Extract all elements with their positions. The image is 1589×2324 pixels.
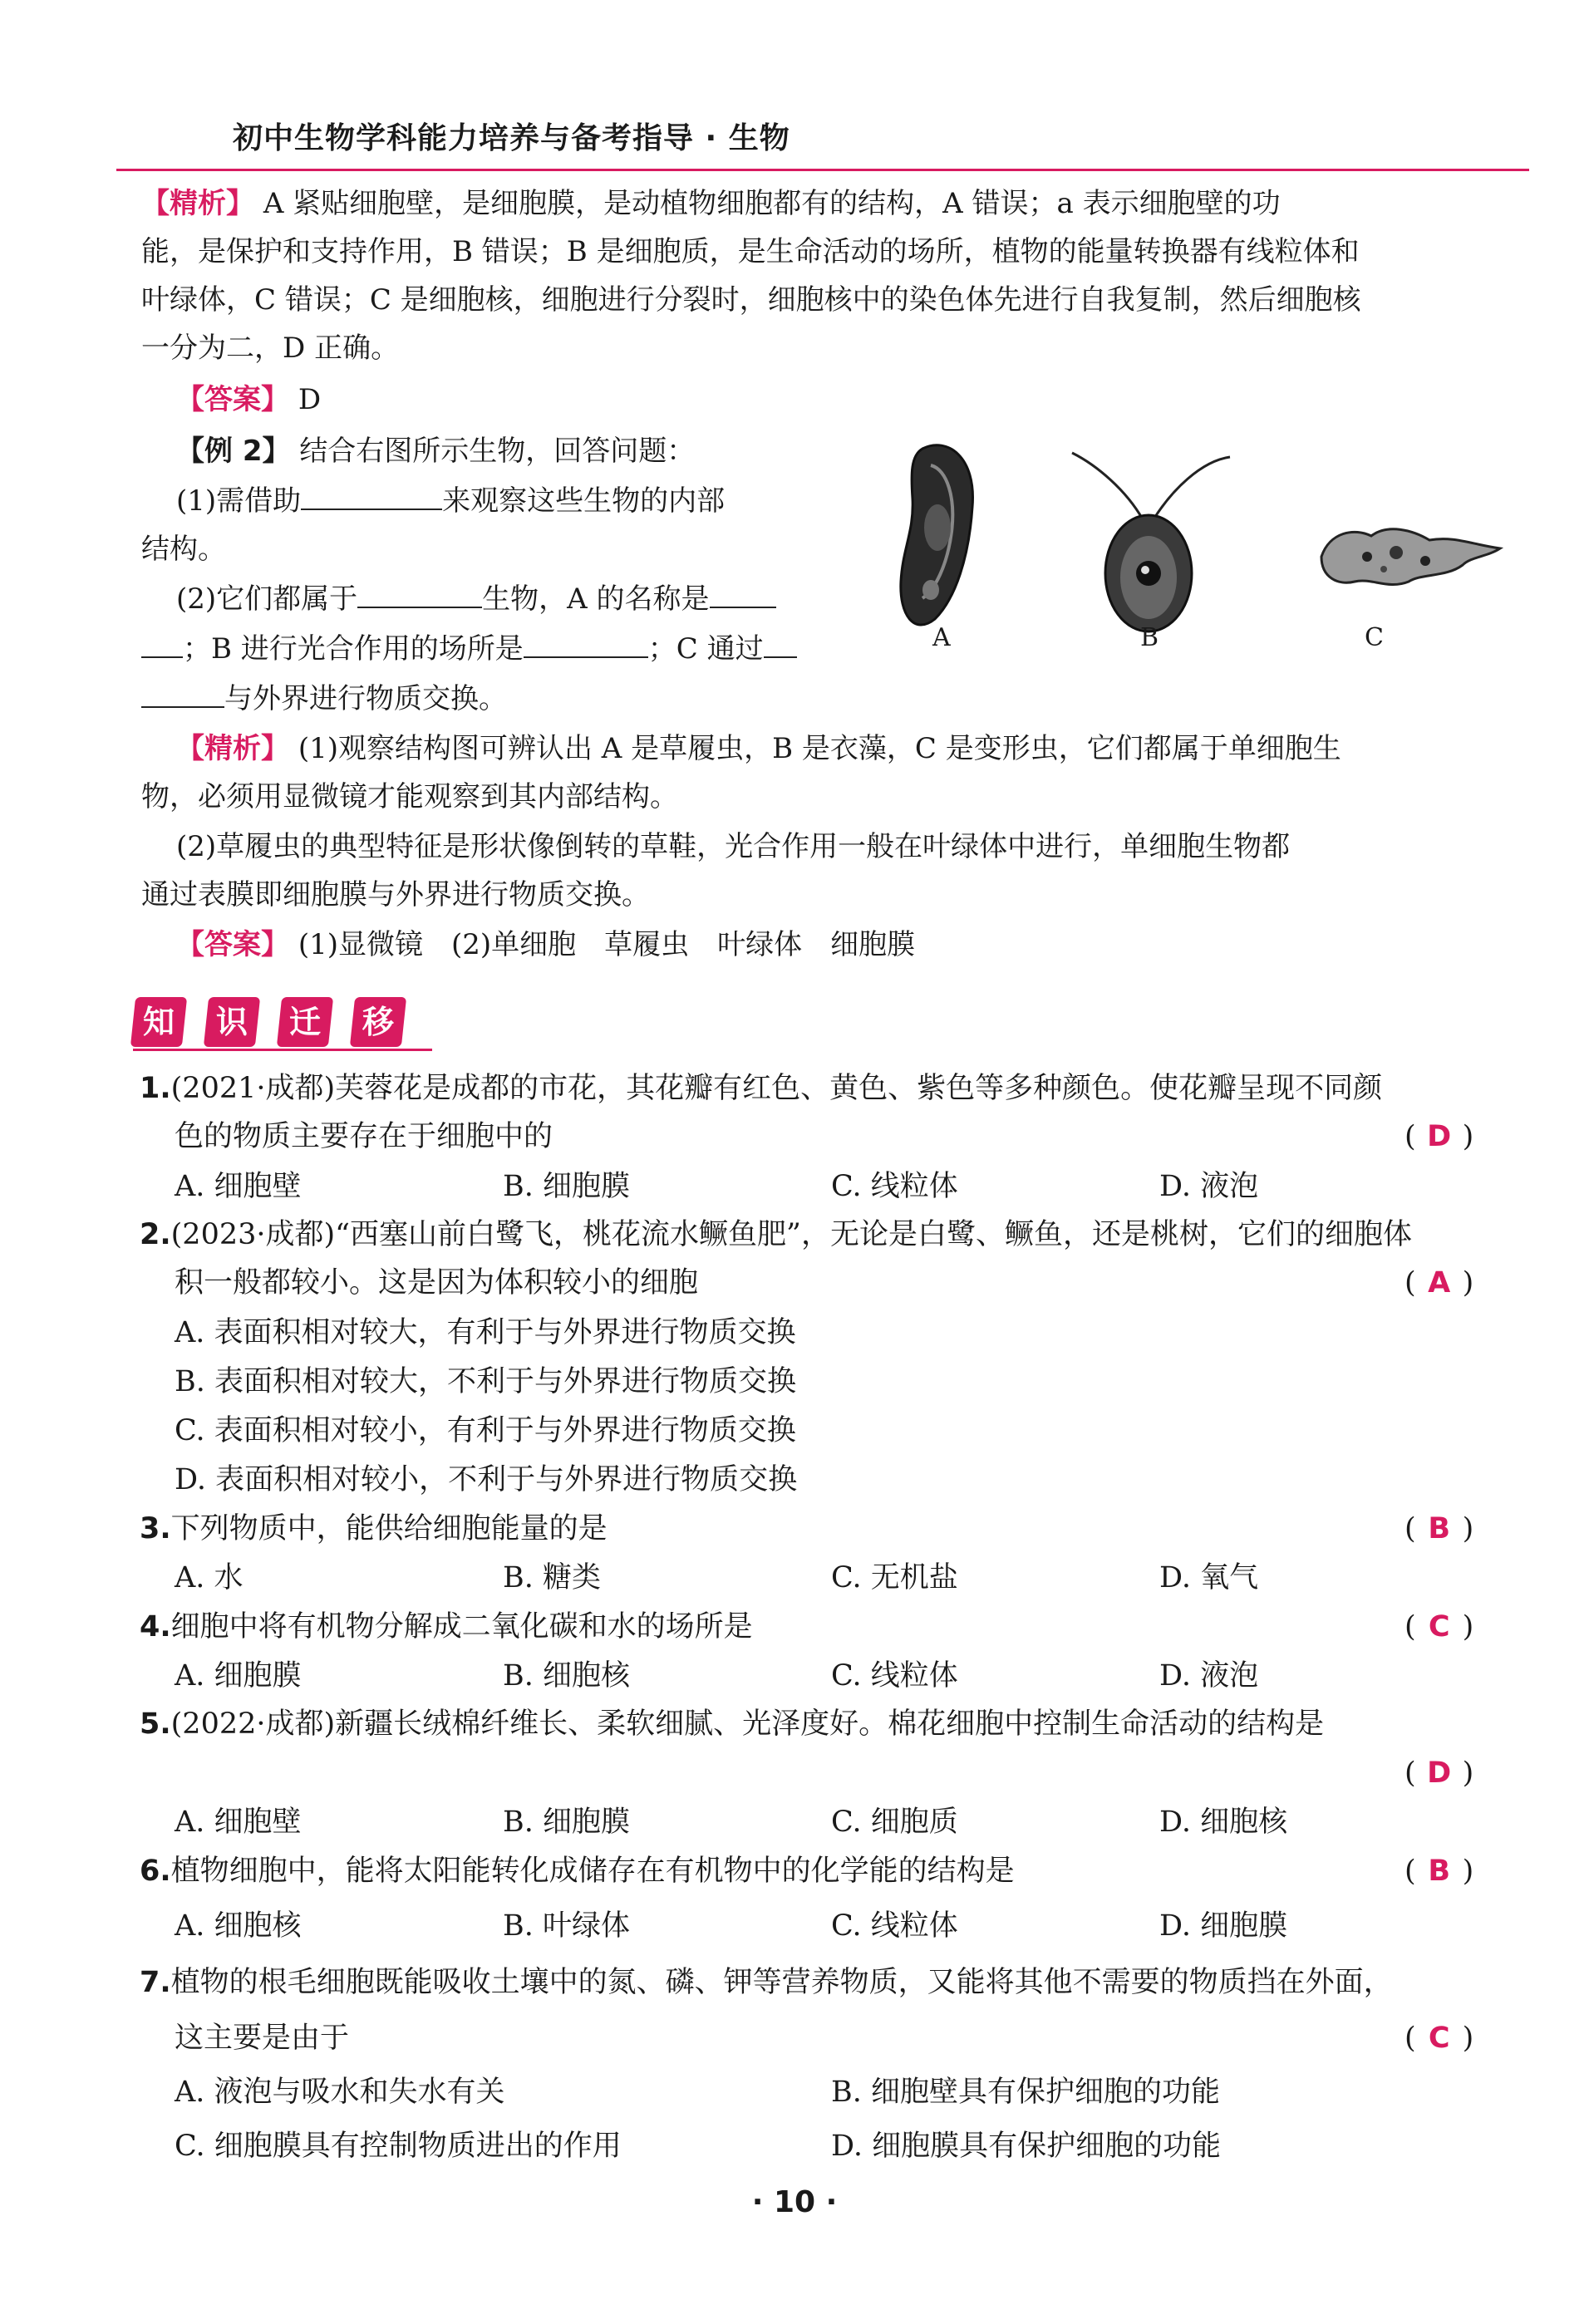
ex2-q2-text-c: ；B 进行光合作用的场所是 <box>183 632 524 666</box>
organisms-figure <box>889 432 1521 665</box>
answer-blank[interactable] <box>710 580 776 608</box>
ex1-answer-tag: 【答案】 <box>176 383 289 416</box>
ex2-analysis-text: (1)观察结构图可辨认出 A 是草履虫，B 是衣藻，C 是变形虫，它们都属于单细胞生 <box>298 732 1341 765</box>
option-d[interactable]: D. 细胞核 <box>1159 1806 1288 1839</box>
option-c[interactable]: C. 细胞质 <box>831 1806 958 1839</box>
option-b[interactable]: B. 糖类 <box>503 1561 601 1594</box>
question-3-answer: ( B ) <box>1405 1510 1473 1548</box>
running-header: 初中生物学科能力培养与备考指导 · 生物 <box>233 121 790 155</box>
ex2-q2-line <box>176 580 776 618</box>
paramecium-image <box>901 445 973 625</box>
option-d[interactable]: D. 表面积相对较小，不利于与外界进行物质交换 <box>175 1463 798 1496</box>
question-text: 下列物质中，能供给细胞能量的是 <box>170 1512 608 1545</box>
question-text: (2023·成都)“西塞山前白鹭飞，桃花流水鳜鱼肥”，无论是白鹭、鳜鱼，还是桃树，它们的细胞体 <box>170 1218 1412 1251</box>
option-c[interactable]: C. 无机盐 <box>831 1561 958 1594</box>
question-5-answer: ( D ) <box>1405 1754 1473 1792</box>
option-a[interactable]: A. 细胞核 <box>175 1909 302 1943</box>
ex1-analysis-line-3: 叶绿体，C 错误；C 是细胞核，细胞进行分裂时，细胞核中的染色体先进行自我复制，然后细胞核 <box>141 283 1361 317</box>
option-d[interactable]: D. 氧气 <box>1159 1561 1259 1594</box>
ex2-q2-text-e: 与外界进行物质交换。 <box>224 682 507 715</box>
question-number: 5. <box>140 1707 171 1741</box>
ex2-prompt-line <box>176 432 695 470</box>
answer-blank[interactable] <box>357 580 482 608</box>
answer-letter: A <box>1428 1266 1451 1300</box>
question-2-stem-2: 积一般都较小。这是因为体积较小的细胞 <box>175 1266 699 1300</box>
ex2-title: 【例 2】 <box>176 435 291 468</box>
banner-char-3: 迁 <box>288 1004 321 1040</box>
answer-letter: B <box>1428 1512 1450 1545</box>
answer-blank[interactable] <box>524 630 648 658</box>
ex2-analysis-line-1 <box>176 730 1341 768</box>
ex2-analysis-tag: 【精析】 <box>176 732 289 765</box>
ex2-q2-line-2 <box>141 630 797 668</box>
option-a[interactable]: A. 细胞膜 <box>175 1659 302 1693</box>
answer-blank[interactable] <box>141 680 224 708</box>
question-text: 细胞中将有机物分解成二氧化碳和水的场所是 <box>170 1610 753 1644</box>
question-number: 4. <box>140 1610 171 1644</box>
organisms-illustration <box>889 432 1521 665</box>
question-2-stem <box>140 1216 1412 1254</box>
banner-char-4: 移 <box>362 1004 394 1040</box>
answer-letter: C <box>1428 1610 1450 1644</box>
option-d[interactable]: D. 细胞膜 <box>1159 1909 1288 1943</box>
ex2-q1-line-2: 结构。 <box>141 533 226 566</box>
question-7-stem <box>140 1963 1393 2002</box>
question-1-answer: ( D ) <box>1405 1118 1473 1156</box>
option-b[interactable]: B. 细胞膜 <box>503 1170 630 1203</box>
option-b[interactable]: B. 细胞膜 <box>503 1806 630 1839</box>
question-number: 6. <box>140 1855 171 1888</box>
question-4-answer: ( C ) <box>1405 1608 1473 1646</box>
option-d[interactable]: D. 细胞膜具有保护细胞的功能 <box>831 2130 1222 2163</box>
figure-label-b: B <box>1140 623 1159 652</box>
figure-label-a: A <box>932 623 951 652</box>
question-1-stem-2: 色的物质主要存在于细胞中的 <box>175 1120 553 1153</box>
ex2-answer-line <box>176 926 915 964</box>
ex2-answer-tag: 【答案】 <box>176 928 289 961</box>
answer-blank[interactable] <box>301 482 442 510</box>
chlamydomonas-image <box>1072 453 1230 631</box>
option-b[interactable]: B. 表面积相对较大，不利于与外界进行物质交换 <box>175 1365 796 1398</box>
banner-rule <box>133 1049 432 1051</box>
ex1-analysis-line-1 <box>141 184 1281 223</box>
option-c[interactable]: C. 表面积相对较小，有利于与外界进行物质交换 <box>175 1414 796 1447</box>
answer-letter: B <box>1428 1855 1450 1888</box>
question-7-stem-2: 这主要是由于 <box>175 2022 350 2055</box>
header-rule <box>116 169 1529 171</box>
ex2-q2-line-3 <box>141 680 507 718</box>
ex2-q1-line <box>176 482 725 520</box>
ex2-q1-text-b: 来观察这些生物的内部 <box>442 484 726 518</box>
banner-char-2: 识 <box>215 1004 248 1040</box>
ex1-analysis-text: A 紧贴细胞壁，是细胞膜，是动植物细胞都有的结构，A 错误；a 表示细胞壁的功 <box>263 187 1281 220</box>
question-text: 植物细胞中，能将太阳能转化成储存在有机物中的化学能的结构是 <box>170 1855 1015 1888</box>
question-5-stem <box>140 1705 1324 1743</box>
ex2-q2-text-d: ；C 通过 <box>647 632 764 666</box>
ex2-prompt: 结合右图所示生物，回答问题： <box>299 435 696 468</box>
option-b[interactable]: B. 细胞壁具有保护细胞的功能 <box>831 2076 1220 2109</box>
answer-blank[interactable] <box>764 630 797 658</box>
question-4-stem <box>140 1608 753 1646</box>
question-number: 7. <box>140 1966 171 1999</box>
ex1-answer: D <box>298 383 322 416</box>
option-d[interactable]: D. 液泡 <box>1159 1659 1259 1693</box>
ex2-analysis-line-2: 物，必须用显微镜才能观察到其内部结构。 <box>141 780 678 813</box>
answer-letter: D <box>1427 1757 1452 1790</box>
banner-char-1: 知 <box>142 1004 175 1040</box>
ex1-analysis-line-4: 一分为二，D 正确。 <box>141 332 400 365</box>
question-number: 3. <box>140 1512 171 1545</box>
question-number: 2. <box>140 1218 171 1251</box>
question-6-answer: ( B ) <box>1405 1852 1473 1890</box>
option-c[interactable]: C. 线粒体 <box>831 1659 958 1693</box>
ex2-q2-text-b: 生物，A 的名称是 <box>482 582 710 616</box>
option-d[interactable]: D. 液泡 <box>1159 1170 1259 1203</box>
question-1-stem <box>140 1069 1382 1108</box>
option-c[interactable]: C. 细胞膜具有控制物质进出的作用 <box>175 2130 622 2163</box>
option-b[interactable]: B. 细胞核 <box>503 1659 630 1693</box>
option-b[interactable]: B. 叶绿体 <box>503 1909 630 1943</box>
question-number: 1. <box>140 1072 171 1105</box>
ex1-analysis-line-2: 能，是保护和支持作用，B 错误；B 是细胞质，是生命活动的场所，植物的能量转换器有线粒体和 <box>141 235 1360 268</box>
question-3-stem <box>140 1510 608 1548</box>
option-c[interactable]: C. 线粒体 <box>831 1170 958 1203</box>
option-c[interactable]: C. 线粒体 <box>831 1909 958 1943</box>
question-text: 植物的根毛细胞既能吸收土壤中的氮、磷、钾等营养物质，又能将其他不需要的物质挡在外面， <box>170 1966 1393 1999</box>
question-text: (2021·成都)芙蓉花是成都的市花，其花瓣有红色、黄色、紫色等多种颜色。使花瓣呈现不同颜 <box>170 1072 1383 1105</box>
answer-letter: D <box>1427 1120 1452 1153</box>
question-text: (2022·成都)新疆长绒棉纤维长、柔软细腻、光泽度好。棉花细胞中控制生命活动的结构是 <box>170 1707 1325 1741</box>
ex1-analysis-tag: 【精析】 <box>141 187 254 220</box>
answer-letter: C <box>1428 2022 1450 2055</box>
answer-blank[interactable] <box>141 630 183 658</box>
amoeba-image <box>1321 529 1500 585</box>
page-number: · 10 · <box>751 2185 838 2219</box>
question-7-answer: ( C ) <box>1405 2019 1473 2057</box>
option-a[interactable]: A. 细胞壁 <box>175 1170 302 1203</box>
ex2-q2-text-a: (2)它们都属于 <box>176 582 358 616</box>
figure-label-c: C <box>1365 623 1384 652</box>
ex2-q1-text-a: (1)需借助 <box>176 484 302 518</box>
ex2-answer: (1)显微镜 (2)单细胞 草履虫 叶绿体 细胞膜 <box>298 928 916 961</box>
ex2-analysis-line-3: (2)草履虫的典型特征是形状像倒转的草鞋，光合作用一般在叶绿体中进行，单细胞生物都 <box>176 830 1291 863</box>
question-6-stem <box>140 1852 1015 1890</box>
option-a[interactable]: A. 表面积相对较大，有利于与外界进行物质交换 <box>175 1316 796 1349</box>
ex2-analysis-line-4: 通过表膜即细胞膜与外界进行物质交换。 <box>141 878 650 911</box>
ex1-answer-line <box>176 381 321 419</box>
option-a[interactable]: A. 液泡与吸水和失水有关 <box>175 2076 505 2109</box>
option-a[interactable]: A. 水 <box>175 1561 244 1594</box>
question-2-answer: ( A ) <box>1405 1264 1473 1302</box>
option-a[interactable]: A. 细胞壁 <box>175 1806 302 1839</box>
